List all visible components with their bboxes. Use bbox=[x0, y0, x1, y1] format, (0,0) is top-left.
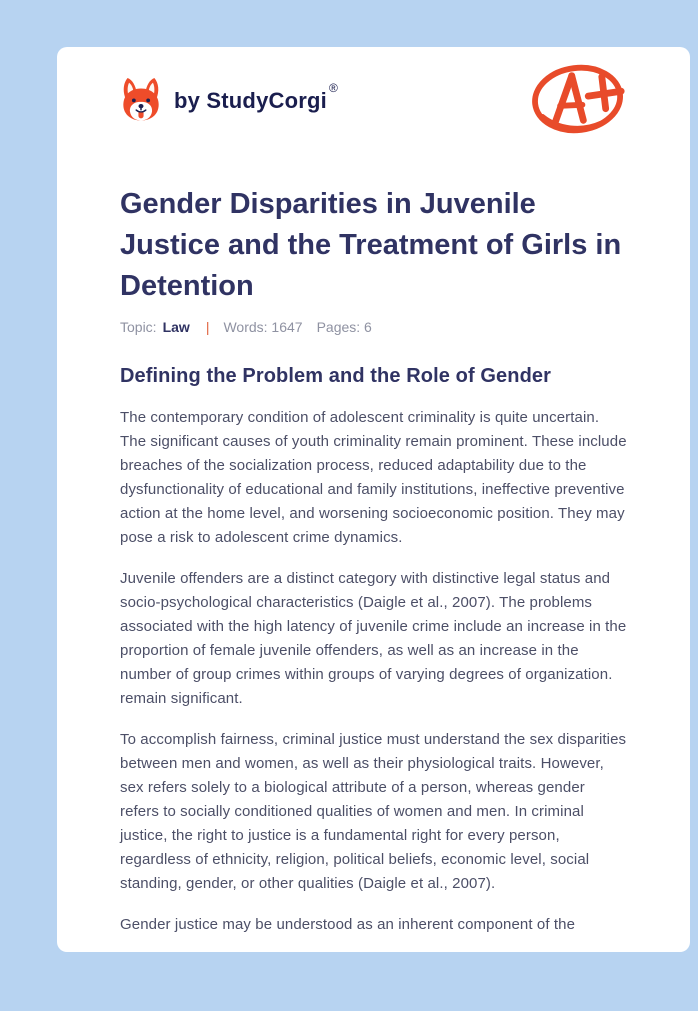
page-title: Gender Disparities in Juvenile Justice and the Treatment of Girls in Detention bbox=[120, 188, 622, 302]
essay-paragraph: Gender justice may be understood as an inherent component of the bbox=[120, 916, 576, 933]
corgi-icon bbox=[120, 76, 162, 127]
topic-link[interactable]: Law bbox=[162, 319, 190, 335]
essay-meta bbox=[120, 319, 628, 335]
pages-count: Pages: 6 bbox=[316, 319, 372, 335]
words-count: Words: 1647 bbox=[223, 319, 303, 335]
essay-paragraph: The contemporary condition of adolescent criminality is quite uncertain. The significant causes of youth criminality remain prominent. These include breaches of the socialization process, reduced adaptability due to the dysfunctionality of educational and family institutions, ineffective preventive action at the home level, and worsening socioeconomic position. They may pose a risk to adolescent crime dynamics. bbox=[120, 409, 627, 546]
registered-mark: ® bbox=[328, 81, 338, 95]
essay-body bbox=[120, 406, 628, 937]
studycorgi-brand-link[interactable] bbox=[120, 76, 338, 127]
meta-separator: | bbox=[205, 319, 210, 335]
essay-paragraph: To accomplish fairness, criminal justice must understand the sex disparities between men and women, as well as their physiological traits. However, sex refers solely to a biological attribute of a person, whereas gender refers to socially conditioned qualities of women and men. In criminal justice, the right to justice is a fundamental right for every person, regardless of ethnicity, religion, political beliefs, economic level, social standing, gender, or other qualities (Daigle et al., 2007). bbox=[120, 731, 627, 892]
essay-preview-card bbox=[57, 47, 690, 952]
essay-paragraph: Juvenile offenders are a distinct category with distinctive legal status and socio-psychological characteristics (Daigle et al., 2007). The problems associated with the high latency of juvenile crime include an increase in the proportion of female juvenile offenders, as well as an increase in the number of group crimes within groups of varying degrees of organization. remain significant. bbox=[120, 570, 627, 707]
page-header bbox=[120, 63, 628, 139]
topic-label: Topic: bbox=[120, 319, 157, 335]
brand-label: by StudyCorgi ® bbox=[174, 81, 338, 113]
section-heading: Defining the Problem and the Role of Gender bbox=[120, 365, 551, 387]
a-plus-grade-icon bbox=[531, 61, 628, 142]
